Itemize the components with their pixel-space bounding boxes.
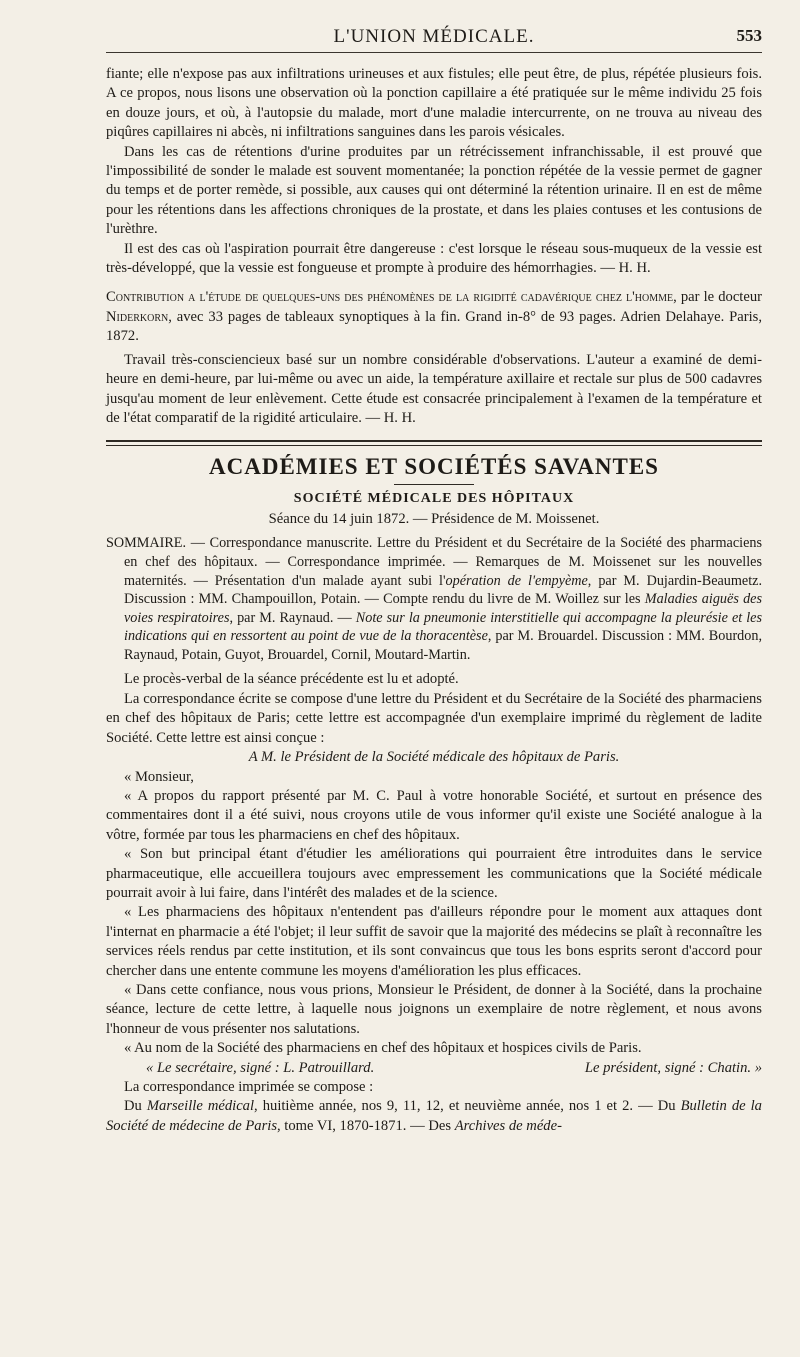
book-review-heading: [106, 288, 762, 346]
paragraph: La correspondance écrite se compose d'une lettre du Président et du Secrétaire de la Société des pharmaciens en chef des hôpitaux de Paris; cette lettre est accompagnée d'un exemplaire imprimé du règlement de ladite Société. Cette lettre est ainsi conçue :: [106, 690, 762, 746]
minutes: [106, 670, 762, 1136]
summary: [106, 534, 762, 664]
letter-paragraph: « Au nom de la Société des pharmaciens en chef des hôpitaux et hospices civils de Paris.: [124, 1040, 642, 1057]
summary-emphasis: opération de l'empyème: [445, 572, 588, 589]
review-author: Niderkorn: [106, 308, 169, 325]
review-text: Travail très-consciencieux basé sur un nombre considérable d'observations. L'auteur a examiné de demi-heure en demi-heure, par lui-même ou avec un aide, la température axillaire et rectale sur plus de 500 cadavres jusqu'au moment de leur enlèvement. Cette étude est consacrée principalement à l'examen de la température et de l'état comparatif de la rigidité articulaire. — H. H.: [106, 351, 762, 426]
letter-paragraph: « Son but principal étant d'étudier les améliorations qui pourraient être introduites dans le service pharmaceutique, elle accueillera toujours avec empressement les communications que la Société médicale pourrait avoir à lui faire, dans l'intérêt des malades et de la science.: [106, 846, 762, 901]
review-details: , avec 33 pages de tableaux synoptiques à la fin. Grand in-8° de 93 pages. Adrien Delahaye. Paris, 1872.: [106, 308, 762, 345]
journal-title: Bulletin de la Société de médecine de Paris: [106, 1098, 762, 1134]
review-title: Contribution a l'étude de quelques-uns des phénomènes de la rigidité cadavérique chez l'homme,: [106, 289, 677, 306]
paragraph: [106, 1097, 762, 1136]
text-run: , huitième année, nos 9, 11, 12, et neuvième année, nos 1 et 2. — Du: [254, 1098, 681, 1115]
text-run: , tome VI, 1870-1871. — Des: [277, 1117, 455, 1134]
running-header: [106, 24, 762, 53]
secretary-signature: « Le secrétaire, signé : L. Patrouillard.: [146, 1059, 375, 1076]
article-continuation: [106, 65, 762, 428]
section-divider: [106, 440, 762, 446]
summary-text: — Correspondance manuscrite. Lettre du Président et du Secrétaire de la Société des pharmaciens en chef des hôpitaux. — Correspondance imprimée. — Remarques de M. Moissenet sur les nouvelles maternités. — Présentation d'un malade ayant subi l': [124, 535, 762, 589]
president-signature: Le président, signé : Chatin. »: [584, 1059, 762, 1076]
journal-title: Archives de méde-: [454, 1117, 562, 1134]
session-line: Séance du 14 juin 1872. — Présidence de M. Moissenet.: [268, 511, 600, 528]
summary-text: , par M. Raynaud. —: [229, 609, 356, 626]
society-name: SOCIÉTÉ MÉDICALE DES HÔPITAUX: [293, 491, 575, 507]
summary-text: , par M. Brouardel. Discussion : MM. Bourdon, Raynaud, Potain, Guyot, Brouardel, Cornil, Moutard-Martin.: [124, 628, 762, 663]
paragraph: Le procès-verbal de la séance précédente est lu et adopté.: [124, 671, 459, 688]
section-title: ACADÉMIES ET SOCIÉTÉS SAVANTES: [209, 454, 659, 480]
paragraph: fiante; elle n'expose pas aux infiltrations urineuses et aux fistules; elle peut être, de plus, répétée plusieurs fois. A ce propos, nous lisons une observation où la ponction capillaire a été pratiquée sur le même individu 25 fois en douze jours, et où, à l'autopsie du malade, mort d'une maladie intercurrente, on ne trouva au niveau des piqûres capillaires ni abcès, ni infiltrations sanguines dans les parois vésicales.: [106, 66, 762, 141]
summary-emphasis: Note sur la pneumonie interstitielle qui accompagne la pleurésie et les indications qui en ressortent au point de vue de la thoracentèse: [124, 609, 762, 645]
journal-title: Marseille médical: [146, 1098, 255, 1115]
summary-text: , par M. Dujardin-Beaumetz. Discussion : MM. Champouillon, Potain. — Compte rendu du livre de M. Woillez sur les: [124, 572, 762, 608]
summary-emphasis: Maladies aiguës des voies respiratoires: [124, 591, 762, 626]
running-title: L'UNION MÉDICALE.: [333, 26, 535, 47]
title-rule: [394, 484, 474, 485]
letter-signatures: [106, 1059, 762, 1078]
text-run: Du: [124, 1098, 147, 1115]
paragraph: Il est des cas où l'aspiration pourrait être dangereuse : c'est lorsque le réseau sous-muqueux de la vessie est très-développé, que la vessie est fongueuse et prompte à produire des hémorrhagies. — H. H.: [106, 240, 762, 277]
paragraph: La correspondance imprimée se compose :: [124, 1079, 374, 1095]
letter-paragraph: « Les pharmaciens des hôpitaux n'entendent pas d'ailleurs répondre pour le moment aux attaques dont l'internat en pharmacie a été l'objet; il leur suffit de savoir que la majorité des médecins se plaît à reconnaître les services réels rendus par cette institution, et ils sont convaincus que tous les bons esprits seront d'accord pour chercher dans une entente commune les moyens d'amélioration les plus efficaces.: [106, 904, 762, 979]
letter-paragraph: « A propos du rapport présenté par M. C. Paul à votre honorable Société, et surtout en présence des commentaires dont il a été suivi, nous croyons utile de vous informer qu'il existe une Société analogue à la vôtre, formée par tous les pharmaciens en chef des hôpitaux.: [106, 787, 762, 843]
letter-salutation: « Monsieur,: [124, 768, 194, 785]
paragraph: Dans les cas de rétentions d'urine produites par un rétrécissement infranchissable, il est prouvé que l'impossibilité de sonder le malade est souvent momentanée; la ponction répétée de la vessie permet de gagner du temps et de porter remède, si possible, aux causes qui ont déterminé la rétention urinaire. Il en est de même pour les rétentions dans les affections chroniques de la prostate, et dans les plaies contuses et les contusions de l'urèthre.: [106, 143, 762, 238]
summary-label: SOMMAIRE.: [106, 535, 187, 552]
letter-paragraph: « Dans cette confiance, nous vous prions, Monsieur le Président, de donner à la Société, dans la prochaine séance, lecture de cette lettre, à laquelle nous joignons un exemplaire de notre règlement, et nous avons l'honneur de vous présenter nos salutations.: [106, 981, 762, 1037]
page-number: 553: [736, 26, 762, 45]
review-author-intro: par le docteur: [676, 289, 762, 306]
letter-address: A M. le Président de la Société médicale des hôpitaux de Paris.: [248, 749, 620, 766]
